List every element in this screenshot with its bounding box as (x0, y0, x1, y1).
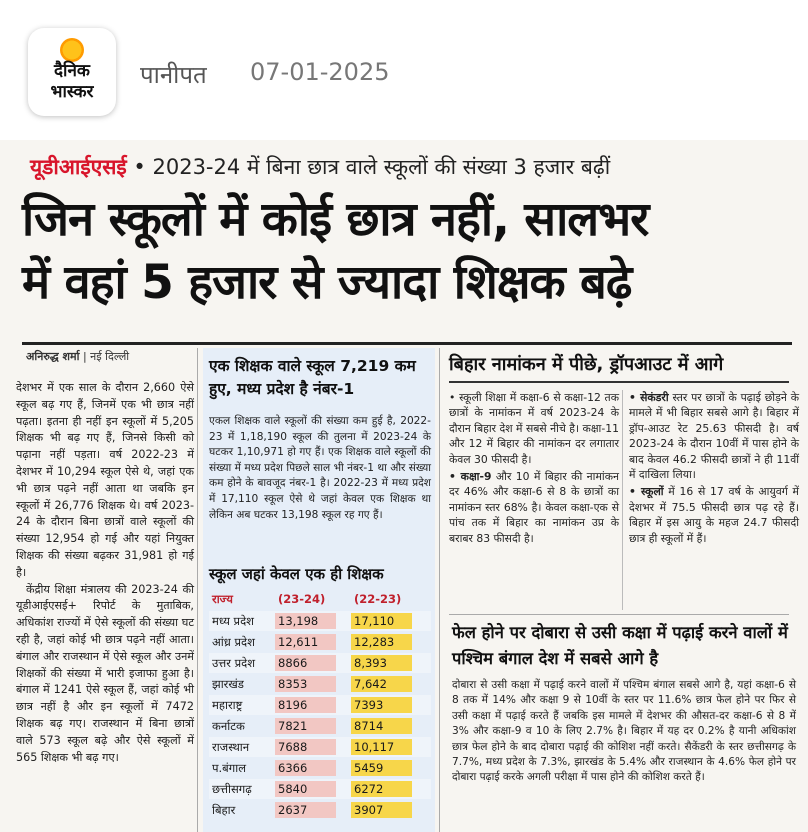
table-cell-2324: 8353 (275, 676, 336, 692)
table-cell-2324: 6366 (275, 760, 336, 776)
main-story-paragraph-2: केंद्रीय शिक्षा मंत्रालय की 2023-24 की यूडीआईएसई+ रिपोर्ट के मुताबिक, अधिकांश राज्यों में ऐसे स्कूलों की संख्या घट रही है, जहां कोई भी छात्र पढ़ने नहीं आता। बंगाल और राजस्थान में ऐसे स्कूल और उनमें शिक्षकों की संख्या में भारी इजाफा हुआ है। बंगाल में 1241 ऐसे स्कूल हैं, जहां कोई भी छात्र नहीं है और इन स्कूलों में 7472 शिक्षक बढ़ गए। राजस्थान में बिना छात्रों वाले 573 स्कूल बढ़े और ऐसे स्कूलों में 565 शिक्षक भी बढ़ गए। (16, 582, 194, 764)
bihar-column-left (449, 390, 619, 548)
table-cell-2223: 8714 (351, 718, 412, 734)
table-cell-2324: 8196 (275, 697, 336, 713)
table-cell-state: आंध्र प्रदेश (212, 635, 255, 649)
table-cell-2223: 6272 (351, 781, 412, 797)
bihar-point-3-lead: • सेकंडरी (629, 391, 669, 404)
table-row (209, 695, 431, 715)
bihar-point-2 (449, 469, 619, 546)
table-title: स्कूल जहां केवल एक ही शिक्षक (209, 565, 384, 583)
headline-divider (22, 342, 792, 345)
kicker-tag: यूडीआईएसई (30, 155, 127, 179)
table-cell-state: प.बंगाल (212, 761, 247, 775)
byline-place: | नई दिल्ली (79, 350, 130, 363)
byline (26, 348, 129, 366)
edition-city[interactable]: पानीपत (140, 61, 207, 89)
bihar-point-2-text: और 10 में बिहार की नामांकन दर 46% और कक्षा-6 से 8 के छात्रों का नामांकन स्तर 68% है। केवल कक्षा-एक से पांच तक में बिहार का नामांकन उप्र के बराबर 83 फीसदी है। (449, 470, 619, 545)
table-header-state: राज्य (212, 592, 233, 606)
column-divider (622, 390, 623, 610)
table-cell-2223: 8,393 (351, 655, 412, 671)
table-cell-state: राजस्थान (212, 740, 250, 754)
bihar-headline: बिहार नामांकन में पीछे, ड्रॉपआउट में आगे (449, 354, 724, 375)
table-cell-2324: 13,198 (275, 613, 336, 629)
bihar-column-right (629, 390, 799, 548)
byline-author: अनिरुद्ध शर्मा (26, 350, 80, 363)
bihar-point-2-lead: • कक्षा-9 (449, 470, 492, 484)
table-cell-2324: 7688 (275, 739, 336, 755)
bihar-point-3 (629, 390, 799, 482)
newspaper-clipping (0, 140, 808, 832)
single-teacher-headline: एक शिक्षक वाले स्कूल 7,219 कम हुए, मध्य प्रदेश है नंबर-1 (209, 357, 416, 398)
table-cell-2223: 17,110 (351, 613, 412, 629)
kicker-text: • 2023-24 में बिना छात्र वाले स्कूलों की संख्या 3 हजार बढ़ीं (126, 155, 611, 179)
table-cell-state: कर्नाटक (212, 719, 245, 733)
table-row (209, 611, 431, 631)
table-cell-state: झारखंड (212, 677, 244, 691)
table-row (209, 653, 431, 673)
column-divider (439, 348, 440, 832)
column-divider (197, 348, 198, 832)
bihar-point-4-text: में 16 से 17 वर्ष के आयुवर्ग में देशभर में 75.5 फीसदी छात्र पढ़ रहे हैं। बिहार में इस आयु के महज 24.7 फीसदी छात्र ही स्कूलों में हैं। (629, 485, 799, 545)
bihar-point-4 (629, 484, 799, 546)
table-cell-state: बिहार (212, 803, 236, 817)
main-story-paragraph-1: देशभर में एक साल के दौरान 2,660 ऐसे स्कूल बढ़ गए हैं, जिनमें एक भी छात्र नहीं पढ़ता। इतना ही नहीं इन स्कूलों में 5,205 शिक्षक भी बढ़ गए हैं, जिनसे किसी को पढ़ाना नहीं पड़ता। वर्ष 2022-23 में देशभर में 10,294 स्कूल ऐसे थे, जहां एक भी छात्र पढ़ने नहीं आता था जबकि इन स्कूलों में 26,776 शिक्षक थे। वर्ष 2023-24 के दौरान बिना छात्रों वाले स्कूलों की संख्या 12,954 हो गई और यहां नियुक्त शिक्षक की संख्या बढ़कर 31,981 हो गई है। (16, 381, 194, 579)
table-row (209, 674, 431, 694)
post-header (0, 0, 808, 140)
logo-text-line1: दैनिक (54, 61, 90, 81)
dainik-bhaskar-logo[interactable] (28, 28, 116, 116)
sun-icon (60, 38, 84, 62)
bihar-headline-rule (449, 381, 789, 383)
table-cell-2324: 8866 (275, 655, 336, 671)
bihar-point-3-text: स्तर पर छात्रों के पढ़ाई छोड़ने के मामले में भी बिहार सबसे आगे है। बिहार में ड्रॉप-आउट रेट 25.63 फीसदी है। वर्ष 2023-24 के दौरान 10वीं में पास होने के बाद केवल 46.2 फीसदी छात्रों ने ही 11वीं में दाखिला लिया। (629, 391, 799, 482)
table-cell-2324: 7821 (275, 718, 336, 734)
table-cell-2223: 12,283 (351, 634, 412, 650)
headline (22, 188, 792, 314)
table-cell-state: छत्तीसगढ़ (212, 782, 252, 796)
table-cell-2324: 5840 (275, 781, 336, 797)
edition-date: 07-01-2025 (250, 58, 390, 86)
bihar-point-1: • स्कूली शिक्षा में कक्षा-6 से कक्षा-12 तक छात्रों के नामांकन में वर्ष 2023-24 के दौरान बिहार देश में सबसे नीचे है। कक्षा-11 और 12 में बिहार की नामांकन दर लगातार केवल 30 फीसदी है। (449, 391, 619, 466)
table-cell-state: मध्य प्रदेश (212, 614, 254, 628)
table-cell-state: महाराष्ट्र (212, 698, 243, 712)
repeat-class-body: दोबारा से उसी कक्षा में पढ़ाई करने वालों में पश्चिम बंगाल सबसे आगे है, यहां कक्षा-6 से 8 तक में 14% और कक्षा 9 से 10वीं के स्तर पर 11.6% छात्र फेल होने पर फिर से उसी कक्षा में पढ़ाई करते हैं जबकि इस मामले में देशभर की औसत-दर कक्षा-6 से 8 में 3% और कक्षा-9 व 10 के लिए 2.7% है। बिहार में यह दर 0.2% है यानी अधिकांश छात्र फेल होने के बाद दोबारा पढ़ाई की कोशिश नहीं करते। सैकेंडरी के स्तर छत्तीसगढ़ के 7.7%, मध्य प्रदेश के 7.3%, झारखंड के 5.4% और राजस्थान के 4.6% फेल होने पर दोबारा पढ़ाई करके अगली परीक्षा में पास होने की कोशिश करते हैं। (452, 679, 796, 784)
headline-line2: में वहां 5 हजार से ज्यादा शिक्षक बढ़े (22, 255, 632, 310)
table-row (209, 779, 431, 799)
table-cell-2223: 7,642 (351, 676, 412, 692)
table-header-2324: (23-24) (278, 592, 326, 606)
table-row (209, 737, 431, 757)
table-cell-2223: 7393 (351, 697, 412, 713)
kicker-line (30, 151, 800, 183)
repeat-class-headline: फेल होने पर दोबारा से उसी कक्षा में पढ़ाई करने वालों में पश्चिम बंगाल देश में सबसे आगे है (452, 623, 788, 668)
table-cell-2324: 2637 (275, 802, 336, 818)
table-row (209, 716, 431, 736)
table-cell-state: उत्तर प्रदेश (212, 656, 256, 670)
table-row (209, 758, 431, 778)
bihar-point-4-lead: • स्कूलों (629, 485, 664, 499)
table-cell-2223: 10,117 (351, 739, 412, 755)
headline-line1: जिन स्कूलों में कोई छात्र नहीं, सालभर (22, 192, 649, 247)
table-cell-2223: 3907 (351, 802, 412, 818)
table-cell-2223: 5459 (351, 760, 412, 776)
table-row (209, 800, 431, 820)
main-story-column (16, 380, 194, 766)
section-divider (449, 614, 789, 615)
table-row (209, 632, 431, 652)
single-teacher-body: एकल शिक्षक वाले स्कूलों की संख्या कम हुई है, 2022-23 में 1,18,190 स्कूल की तुलना में 2023-24 के घटकर 1,10,971 हो गए हैं। एक शिक्षक वाले स्कूलों की संख्या में मध्य प्रदेश पिछले साल भी नंबर-1 था और संख्या कम होने के बावजूद नंबर-1 है। 2022-23 में मध्य प्रदेश में 17,110 स्कूल ऐसे थे जहां केवल एक शिक्षक था लेकिन अब घटकर 13,198 स्कूल रह गए हैं। (209, 415, 431, 521)
table-header-2223: (22-23) (354, 592, 402, 606)
table-cell-2324: 12,611 (275, 634, 336, 650)
logo-text-line2: भास्कर (50, 82, 94, 102)
